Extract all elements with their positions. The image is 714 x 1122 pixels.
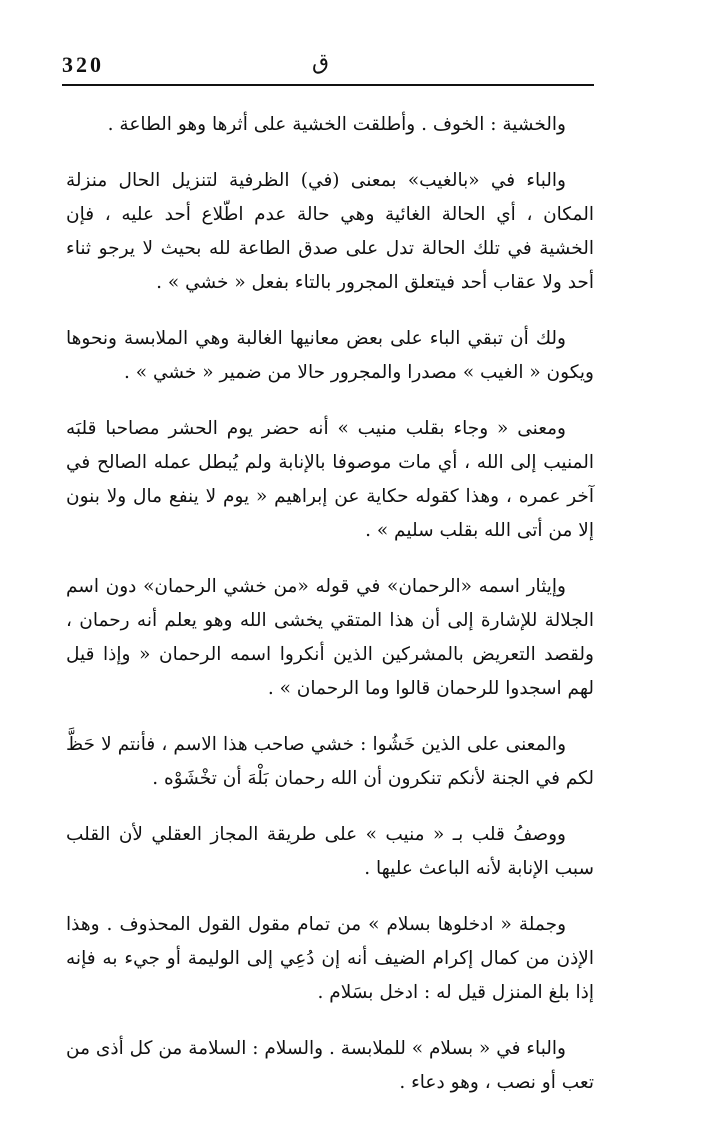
paragraph-1: والخشية : الخوف . وأطلقت الخشية على أثرها وهو الطاعة . [107, 114, 566, 135]
paragraph-8: وجملة « ادخلوها بسلام » من تمام مقول القول المحذوف . وهذا الإذن من كمال إكرام الضيف أنه إن دُعِي إلى الوليمة أو جيء به فإنه إذا بلغ المنزل قيل له : ادخل بسَلام . [66, 914, 594, 1003]
page-body [66, 108, 594, 1122]
paragraph-7: ووصفُ قلب بـ « منيب » على طريقة المجاز العقلي لأن القلب سبب الإنابة لأنه الباعث عليها . [66, 824, 594, 879]
paragraph-5: وإيثار اسمه «الرحمان» في قوله «من خشي الرحمان» دون اسم الجلالة للإشارة إلى أن هذا المتقي يخشى الله وهو يعلم أنه رحمان ، ولقصد التعريض بالمشركين الذين أنكروا اسمه الرحمان « وإذا قيل لهم اسجدوا للرحمان قالوا وما الرحمان » . [66, 576, 594, 699]
header-rule [62, 84, 594, 86]
paragraph-9: والباء في « بسلام » للملابسة . والسلام : السلامة من كل أذى من تعب أو نصب ، وهو دعاء . [66, 1038, 594, 1093]
paragraph-2: والباء في «بالغيب» بمعنى (في) الظرفية لتنزيل الحال منزلة المكان ، أي الحالة الغائية وهي حالة عدم اطّلاع أحد عليه ، فإن الخشية في تلك الحالة تدل على صدق الطاعة لله بحيث لا يرجو ثناء أحد ولا عقاب أحد فيتعلق المجرور بالتاء بفعل « خشي » . [66, 170, 594, 293]
paragraph-4: ومعنى « وجاء بقلب منيب » أنه حضر يوم الحشر مصاحبا قلبَه المنيب إلى الله ، أي مات موصوفا بالإنابة ولم يُبطل عمله الصالح في آخر عمره ، وهذا كقوله حكاية عن إبراهيم « يوم لا ينفع مال ولا بنون إلا من أتى الله بقلب سليم » . [66, 418, 594, 541]
running-title: ق [312, 50, 330, 75]
paragraph-6: والمعنى على الذين خَشُوا : خشي صاحب هذا الاسم ، فأنتم لا حَظَّ لكم في الجنة لأنكم تنكرون أن الله رحمان بَلْهَ أن تخْشَوْه . [66, 734, 594, 789]
paragraph-3: ولك أن تبقي الباء على بعض معانيها الغالبة وهي الملابسة ونحوها ويكون « الغيب » مصدرا والمجرور حالا من ضمير « خشي » . [66, 328, 594, 383]
page-number: 320 [62, 52, 104, 77]
page-header [62, 48, 594, 82]
